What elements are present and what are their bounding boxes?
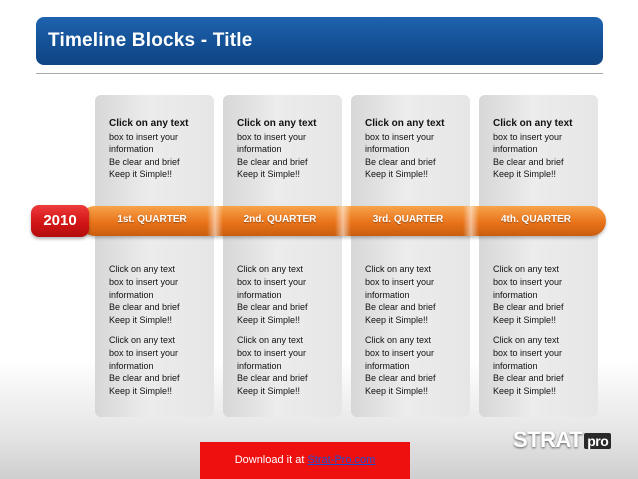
title-bar	[36, 17, 603, 65]
column-heading: Click on any text	[237, 118, 317, 129]
logo-suffix: pro	[584, 433, 611, 449]
text-line: Keep it Simple!!	[365, 315, 429, 326]
text-line: information	[237, 289, 282, 300]
text-block	[109, 263, 213, 327]
text-line: box to insert your	[237, 131, 307, 142]
text-line: Keep it Simple!!	[493, 315, 557, 326]
text-line: Be clear and brief	[109, 302, 180, 313]
text-line: Keep it Simple!!	[365, 169, 429, 179]
quarter-label-q2[interactable]: 2nd. QUARTER	[243, 214, 317, 225]
text-line: information	[365, 360, 410, 371]
column-heading: Click on any text	[109, 118, 189, 129]
timeline-column-q4	[479, 95, 598, 417]
timeline-column-q2	[223, 95, 342, 417]
column-bottom-text[interactable]	[109, 263, 213, 398]
text-line: Click on any text	[493, 334, 560, 345]
column-bottom-text[interactable]	[493, 263, 597, 398]
column-heading: Click on any text	[365, 118, 445, 129]
text-block	[365, 263, 469, 327]
timeline-bar	[80, 206, 606, 236]
logo-main: STRAT	[513, 427, 583, 452]
text-line: Keep it Simple!!	[237, 315, 301, 326]
text-line: Click on any text	[109, 334, 176, 345]
text-line: box to insert your	[365, 276, 435, 287]
text-line: information	[109, 144, 154, 154]
download-text: Download it at	[234, 454, 308, 466]
text-line: Be clear and brief	[493, 373, 564, 384]
text-line: Keep it Simple!!	[109, 386, 173, 397]
text-line: Keep it Simple!!	[237, 386, 301, 397]
text-line: information	[109, 360, 154, 371]
text-block	[109, 334, 213, 398]
segment-divider	[207, 206, 223, 236]
text-line: Be clear and brief	[493, 302, 564, 313]
text-line: box to insert your	[109, 131, 179, 142]
text-line: box to insert your	[365, 131, 435, 142]
text-line: Be clear and brief	[237, 302, 308, 313]
title-divider	[36, 73, 603, 74]
column-bottom-text[interactable]	[365, 263, 469, 398]
text-line: information	[237, 144, 282, 154]
text-line: Keep it Simple!!	[365, 386, 429, 397]
text-line: box to insert your	[493, 131, 563, 142]
text-line: Be clear and brief	[109, 373, 180, 384]
segment-divider	[335, 206, 351, 236]
text-line: Click on any text	[237, 334, 304, 345]
stratpro-logo	[513, 427, 611, 457]
text-line: Click on any text	[365, 334, 432, 345]
text-line: Keep it Simple!!	[237, 169, 301, 179]
column-top-text[interactable]	[365, 118, 469, 181]
text-block	[493, 334, 597, 398]
text-line: Keep it Simple!!	[109, 169, 173, 179]
text-line: information	[365, 144, 410, 154]
text-block	[237, 334, 341, 398]
column-top-text[interactable]	[109, 118, 213, 181]
text-line: box to insert your	[237, 276, 307, 287]
text-line: Click on any text	[493, 264, 560, 274]
timeline-column-q1	[95, 95, 214, 417]
quarter-label-q4[interactable]: 4th. QUARTER	[501, 214, 571, 225]
column-bottom-text[interactable]	[237, 263, 341, 398]
text-line: information	[493, 144, 538, 154]
text-block	[365, 334, 469, 398]
text-line: Keep it Simple!!	[109, 315, 173, 326]
quarter-label-q3[interactable]: 3rd. QUARTER	[372, 214, 444, 225]
download-link[interactable]: Strat-Pro.com	[307, 454, 376, 466]
quarter-label-q1[interactable]: 1st. QUARTER	[117, 214, 187, 225]
slide-title[interactable]: Timeline Blocks - Title	[48, 30, 253, 51]
text-line: information	[493, 289, 538, 300]
column-top-text[interactable]	[493, 118, 597, 181]
text-line: information	[493, 360, 538, 371]
text-block	[493, 263, 597, 327]
text-line: Be clear and brief	[493, 156, 564, 167]
text-line: box to insert your	[493, 347, 563, 358]
text-line: Click on any text	[109, 264, 176, 274]
text-line: Keep it Simple!!	[493, 386, 557, 397]
download-banner	[200, 442, 410, 479]
text-line: box to insert your	[109, 347, 179, 358]
text-line: Be clear and brief	[237, 156, 308, 167]
text-line: box to insert your	[493, 276, 563, 287]
year-badge[interactable]: 2010	[31, 205, 89, 237]
text-line: Be clear and brief	[365, 156, 436, 167]
text-line: Be clear and brief	[365, 302, 436, 313]
column-heading: Click on any text	[493, 118, 573, 129]
text-line: Be clear and brief	[365, 373, 436, 384]
text-line: box to insert your	[109, 276, 179, 287]
text-line: Be clear and brief	[109, 156, 180, 167]
timeline-column-q3	[351, 95, 470, 417]
text-line: Be clear and brief	[237, 373, 308, 384]
text-line: information	[109, 289, 154, 300]
text-line: information	[365, 289, 410, 300]
text-line: information	[237, 360, 282, 371]
text-block	[237, 263, 341, 327]
text-line: Click on any text	[365, 264, 432, 274]
text-line: Keep it Simple!!	[493, 169, 557, 179]
segment-divider	[463, 206, 479, 236]
column-top-text[interactable]	[237, 118, 341, 181]
text-line: box to insert your	[237, 347, 307, 358]
text-line: box to insert your	[365, 347, 435, 358]
text-line: Click on any text	[237, 264, 304, 274]
